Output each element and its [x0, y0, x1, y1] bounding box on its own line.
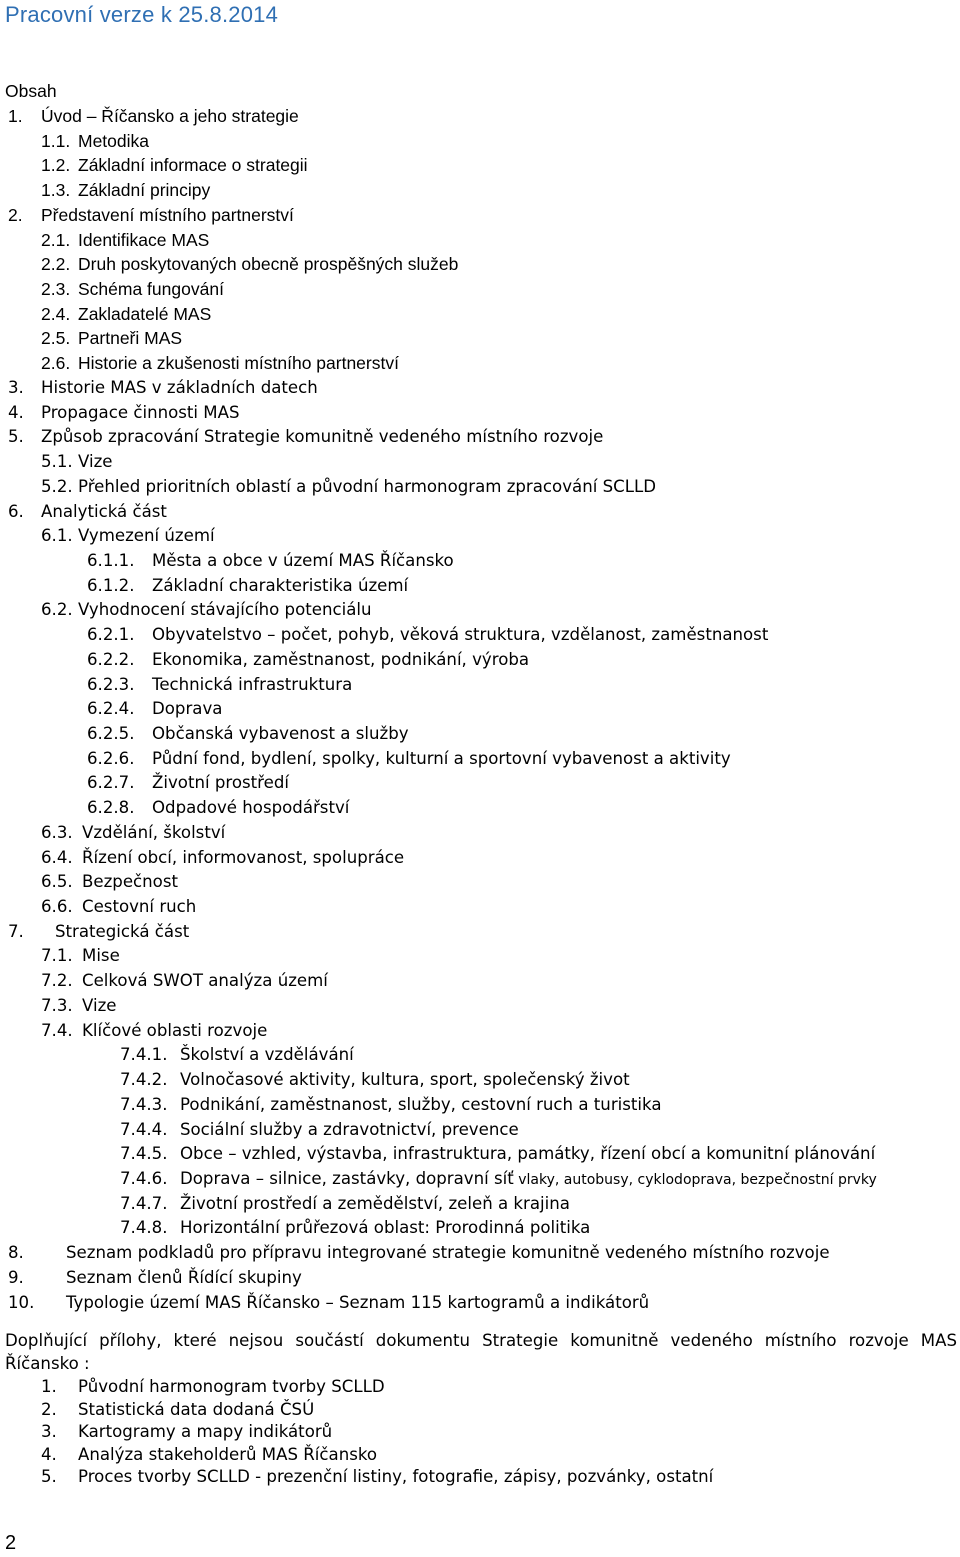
attachment-title: Proces tvorby SCLLD - prezenční listiny, fotografie, zápisy, pozvánky, ostatní [78, 1467, 714, 1486]
toc-item-number: 6.2.1. [87, 625, 135, 645]
toc-item-title: Vize [78, 452, 113, 472]
toc-item-number: 6.5. [41, 872, 73, 892]
attachment-title: Původní harmonogram tvorby SCLLD [78, 1377, 385, 1396]
attachment-title: Analýza stakeholderů MAS Říčansko [78, 1444, 378, 1464]
toc-item-title: Základní charakteristika území [152, 575, 409, 595]
toc-item-number: 6.2.2. [87, 649, 135, 669]
toc-item-title: Sociální služby a zdravotnictví, prevence [180, 1119, 519, 1139]
toc-item-number: 7.4. [41, 1020, 73, 1040]
toc-item-number: 4. [8, 402, 24, 422]
toc-item-number: 6.1. [41, 526, 73, 546]
toc-item-number: 1.2. [41, 155, 71, 176]
toc-item-number: 7.1. [41, 946, 73, 966]
attachments-intro: Doplňující přílohy, které nejsou součástí dokumentu Strategie komunitně vedeného místního rozvoje MAS Říčansko : [5, 1331, 957, 1373]
toc-item-number: 1.1. [41, 130, 71, 151]
toc-item-title: Bezpečnost [82, 872, 178, 892]
attachment-title: Statistická data dodaná ČSÚ [78, 1399, 315, 1419]
toc-item-number: 6.1.2. [87, 575, 135, 595]
toc-item-title: Půdní fond, bydlení, spolky, kulturní a sportovní vybavenost a aktivity [152, 748, 731, 768]
toc-heading: Obsah [5, 81, 57, 101]
toc-item-title: Historie a zkušenosti místního partnerství [78, 353, 399, 374]
toc-item-title: Obyvatelstvo – počet, pohyb, věková struktura, vzdělanost, zaměstnanost [152, 625, 769, 645]
toc-item-number: 6.2.5. [87, 724, 135, 743]
toc-item-number: 6.2.3. [87, 674, 135, 694]
toc-item-title: Klíčové oblasti rozvoje [82, 1020, 268, 1040]
toc-item-number: 7.4.2. [120, 1070, 168, 1090]
page-number: 2 [5, 1532, 17, 1554]
toc-item-number: 2.1. [41, 229, 71, 250]
toc-item-number: 6.3. [41, 822, 73, 842]
toc-item-number: 6.2.6. [87, 748, 135, 768]
toc-item-title: Historie MAS v základních datech [41, 377, 318, 397]
toc-item-title: Školství a vzdělávání [180, 1045, 354, 1065]
toc-item-title: Horizontální průřezová oblast: Prorodinná politika [180, 1218, 591, 1238]
toc-item-number: 7. [8, 921, 24, 941]
toc-item-title: Technická infrastruktura [152, 674, 353, 694]
toc-item-title: Představení místního partnerství [41, 204, 294, 225]
toc-item-number: 8. [8, 1243, 24, 1263]
toc-item-number: 7.2. [41, 971, 73, 991]
toc-item-title: Doprava [152, 699, 223, 719]
toc-item-number: 10. [8, 1292, 35, 1312]
toc-item-number: 7.4.8. [120, 1218, 168, 1238]
toc-item-title: Základní principy [78, 180, 211, 201]
toc-item-subtitle: vlaky, autobusy, cyklodoprava, bezpečnostní prvky [513, 1171, 877, 1188]
toc-item-title: Analytická část [41, 501, 167, 521]
toc-item-title: Základní informace o strategii [78, 155, 308, 176]
attachment-number: 2. [41, 1399, 57, 1419]
toc-item-number: 7.3. [41, 995, 73, 1015]
toc-item-title: Doprava – silnice, zastávky, dopravní síť vlaky, autobusy, cyklodoprava, bezpečnostní prvky [180, 1168, 877, 1188]
toc-item-title: Způsob zpracování Strategie komunitně vedeného místního rozvoje [41, 427, 604, 447]
toc-item-title: Cestovní ruch [82, 897, 197, 917]
toc-item-title: Metodika [78, 130, 150, 151]
toc-item-title: Životní prostředí a zemědělství, zeleň a krajina [180, 1193, 570, 1213]
toc-item-title: Schéma fungování [78, 279, 224, 300]
attachment-number: 4. [41, 1444, 57, 1464]
toc-item-title: Občanská vybavenost a služby [152, 724, 409, 743]
toc-item-number: 2.2. [41, 254, 71, 275]
toc-item-title: Města a obce v území MAS Říčansko [152, 550, 454, 570]
toc-item-title: Životní prostředí [152, 773, 289, 793]
toc-item-number: 2. [8, 204, 23, 225]
toc-item-title: Zakladatelé MAS [78, 303, 212, 324]
toc-item-number: 2.3. [41, 279, 71, 300]
toc-item-number: 1.3. [41, 180, 71, 201]
toc-item-number: 2.6. [41, 353, 71, 374]
toc-item-title: Mise [82, 946, 120, 966]
toc-item-number: 7.4.6. [120, 1168, 168, 1188]
toc-item-title: Řízení obcí, informovanost, spolupráce [82, 847, 405, 867]
toc-item-title: Vymezení území [78, 526, 215, 546]
toc-item-number: 5.1. [41, 452, 73, 472]
toc-item-title: Vize [82, 995, 117, 1015]
toc-item-number: 5.2. [41, 476, 73, 496]
toc-item-number: 2.4. [41, 303, 71, 324]
toc-item-title: Identifikace MAS [78, 229, 210, 250]
toc-item-number: 6.4. [41, 847, 73, 867]
toc-item-title: Partneři MAS [78, 328, 183, 349]
toc-item-title: Strategická část [55, 921, 190, 941]
toc-item-number: 6.2. [41, 600, 73, 620]
toc-item-title: Vzdělání, školství [82, 822, 226, 842]
document-header: Pracovní verze k 25.8.2014 [5, 2, 279, 27]
toc-item-title: Propagace činnosti MAS [41, 402, 240, 422]
toc-item-title: Podnikání, zaměstnanost, služby, cestovní ruch a turistika [180, 1094, 662, 1114]
toc-item-number: 6.2.8. [87, 798, 135, 818]
toc-item-number: 6. [8, 501, 24, 521]
toc-item-title: Odpadové hospodářství [152, 798, 350, 818]
toc-item-number: 9. [8, 1267, 24, 1287]
toc-item-number: 6.1.1. [87, 550, 135, 570]
toc-item-number: 2.5. [41, 328, 71, 349]
attachment-title: Kartogramy a mapy indikátorů [78, 1422, 333, 1441]
toc-item-title: Obce – vzhled, výstavba, infrastruktura, památky, řízení obcí a komunitní plánování [180, 1144, 876, 1164]
attachment-number: 5. [41, 1467, 57, 1486]
attachment-number: 3. [41, 1422, 57, 1441]
toc-item-number: 6.2.7. [87, 773, 135, 793]
toc-item-title: Ekonomika, zaměstnanost, podnikání, výroba [152, 649, 530, 669]
toc-item-number: 7.4.7. [120, 1193, 168, 1213]
toc-item-number: 6.2.4. [87, 699, 135, 719]
toc-item-number: 7.4.4. [120, 1119, 168, 1139]
toc-item-number: 7.4.3. [120, 1094, 168, 1114]
toc-item-title: Přehled prioritních oblastí a původní harmonogram zpracování SCLLD [78, 476, 656, 496]
toc-item-title: Úvod – Říčansko a jeho strategie [41, 106, 299, 126]
toc-item-number: 7.4.5. [120, 1144, 168, 1164]
toc-item-title: Typologie území MAS Říčansko – Seznam 115 kartogramů a indikátorů [66, 1292, 650, 1312]
toc-item-title: Volnočasové aktivity, kultura, sport, společenský život [180, 1070, 630, 1090]
toc-item-title: Seznam členů Řídící skupiny [66, 1267, 302, 1287]
attachment-number: 1. [41, 1377, 57, 1396]
toc-item-number: 6.6. [41, 897, 73, 917]
toc-item-title: Seznam podkladů pro přípravu integrované strategie komunitně vedeného místního rozvoje [66, 1243, 830, 1263]
toc-item-number: 5. [8, 427, 24, 447]
toc-item-title: Celková SWOT analýza území [82, 971, 328, 991]
toc-item-title: Vyhodnocení stávajícího potenciálu [78, 600, 372, 620]
toc-item-number: 7.4.1. [120, 1045, 168, 1065]
toc-item-number: 1. [8, 106, 23, 126]
toc-item-number: 3. [8, 377, 24, 397]
toc-item-title: Druh poskytovaných obecně prospěšných služeb [78, 254, 459, 275]
